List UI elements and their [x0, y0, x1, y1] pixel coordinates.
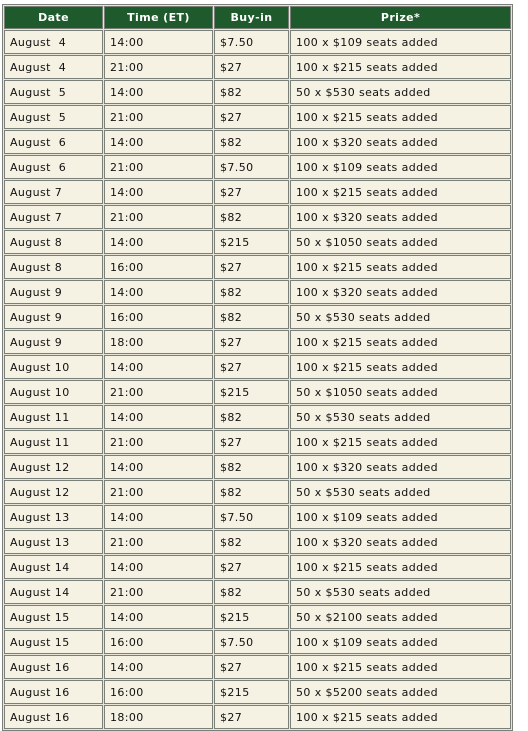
cell-time: 14:00 [104, 555, 213, 579]
cell-buyin: $27 [214, 355, 289, 379]
cell-time: 14:00 [104, 30, 213, 54]
cell-buyin: $82 [214, 130, 289, 154]
cell-date: August 9 [4, 330, 103, 354]
table-row [4, 530, 511, 554]
cell-prize: 100 x $109 seats added [290, 30, 511, 54]
cell-buyin: $215 [214, 680, 289, 704]
cell-date: August 5 [4, 80, 103, 104]
table-row [4, 480, 511, 504]
table-row [4, 630, 511, 654]
cell-date: August 8 [4, 255, 103, 279]
table-row [4, 180, 511, 204]
table-row [4, 280, 511, 304]
cell-buyin: $27 [214, 705, 289, 729]
cell-prize: 50 x $1050 seats added [290, 230, 511, 254]
cell-time: 14:00 [104, 655, 213, 679]
cell-time: 14:00 [104, 80, 213, 104]
header-time: Time (ET) [104, 6, 213, 29]
table-row [4, 405, 511, 429]
cell-prize: 50 x $530 seats added [290, 405, 511, 429]
cell-buyin: $82 [214, 580, 289, 604]
table-row [4, 155, 511, 179]
cell-date: August 15 [4, 630, 103, 654]
cell-date: August 4 [4, 55, 103, 79]
cell-prize: 100 x $320 seats added [290, 530, 511, 554]
cell-buyin: $27 [214, 180, 289, 204]
cell-time: 14:00 [104, 405, 213, 429]
cell-time: 18:00 [104, 705, 213, 729]
cell-buyin: $215 [214, 230, 289, 254]
cell-time: 14:00 [104, 455, 213, 479]
cell-time: 14:00 [104, 180, 213, 204]
table-row [4, 130, 511, 154]
table-row [4, 205, 511, 229]
cell-time: 21:00 [104, 480, 213, 504]
cell-buyin: $7.50 [214, 630, 289, 654]
cell-time: 21:00 [104, 430, 213, 454]
cell-buyin: $27 [214, 430, 289, 454]
cell-buyin: $27 [214, 330, 289, 354]
cell-date: August 10 [4, 355, 103, 379]
cell-prize: 50 x $2100 seats added [290, 605, 511, 629]
cell-date: August 16 [4, 655, 103, 679]
cell-prize: 100 x $215 seats added [290, 555, 511, 579]
cell-buyin: $82 [214, 530, 289, 554]
cell-prize: 100 x $320 seats added [290, 455, 511, 479]
table-body [4, 30, 511, 729]
header-date: Date [4, 6, 103, 29]
cell-time: 14:00 [104, 605, 213, 629]
cell-buyin: $82 [214, 405, 289, 429]
schedule-table [2, 4, 513, 731]
cell-buyin: $82 [214, 205, 289, 229]
cell-date: August 5 [4, 105, 103, 129]
cell-buyin: $27 [214, 55, 289, 79]
cell-prize: 100 x $215 seats added [290, 180, 511, 204]
cell-prize: 50 x $530 seats added [290, 480, 511, 504]
table-row [4, 55, 511, 79]
cell-date: August 15 [4, 605, 103, 629]
cell-prize: 100 x $109 seats added [290, 155, 511, 179]
cell-buyin: $82 [214, 480, 289, 504]
cell-buyin: $82 [214, 455, 289, 479]
cell-buyin: $7.50 [214, 505, 289, 529]
cell-time: 21:00 [104, 205, 213, 229]
cell-buyin: $27 [214, 555, 289, 579]
cell-time: 16:00 [104, 680, 213, 704]
cell-time: 14:00 [104, 355, 213, 379]
cell-date: August 16 [4, 680, 103, 704]
cell-date: August 16 [4, 705, 103, 729]
cell-prize: 100 x $215 seats added [290, 355, 511, 379]
cell-buyin: $7.50 [214, 155, 289, 179]
cell-date: August 8 [4, 230, 103, 254]
table-row [4, 430, 511, 454]
cell-date: August 6 [4, 155, 103, 179]
cell-prize: 100 x $109 seats added [290, 505, 511, 529]
cell-prize: 100 x $215 seats added [290, 430, 511, 454]
cell-date: August 14 [4, 580, 103, 604]
cell-buyin: $215 [214, 380, 289, 404]
cell-buyin: $7.50 [214, 30, 289, 54]
table-row [4, 455, 511, 479]
cell-prize: 50 x $530 seats added [290, 80, 511, 104]
cell-time: 21:00 [104, 155, 213, 179]
cell-date: August 6 [4, 130, 103, 154]
cell-prize: 100 x $215 seats added [290, 330, 511, 354]
cell-time: 21:00 [104, 105, 213, 129]
cell-buyin: $82 [214, 280, 289, 304]
cell-time: 16:00 [104, 630, 213, 654]
cell-buyin: $27 [214, 255, 289, 279]
cell-date: August 13 [4, 505, 103, 529]
cell-prize: 50 x $1050 seats added [290, 380, 511, 404]
cell-prize: 100 x $109 seats added [290, 630, 511, 654]
cell-prize: 100 x $320 seats added [290, 205, 511, 229]
table-row [4, 380, 511, 404]
table-row [4, 330, 511, 354]
cell-prize: 100 x $320 seats added [290, 280, 511, 304]
cell-time: 21:00 [104, 55, 213, 79]
cell-prize: 50 x $5200 seats added [290, 680, 511, 704]
table-row [4, 255, 511, 279]
cell-date: August 14 [4, 555, 103, 579]
cell-time: 21:00 [104, 530, 213, 554]
table-row [4, 705, 511, 729]
table-row [4, 680, 511, 704]
table-row [4, 580, 511, 604]
cell-date: August 11 [4, 405, 103, 429]
table-row [4, 105, 511, 129]
cell-time: 16:00 [104, 255, 213, 279]
cell-date: August 9 [4, 305, 103, 329]
cell-buyin: $82 [214, 305, 289, 329]
table-row [4, 305, 511, 329]
cell-time: 16:00 [104, 305, 213, 329]
cell-prize: 100 x $215 seats added [290, 55, 511, 79]
table-row [4, 230, 511, 254]
cell-time: 14:00 [104, 280, 213, 304]
cell-date: August 7 [4, 205, 103, 229]
cell-time: 14:00 [104, 130, 213, 154]
cell-prize: 50 x $530 seats added [290, 580, 511, 604]
table-row [4, 355, 511, 379]
cell-date: August 7 [4, 180, 103, 204]
header-prize: Prize* [290, 6, 511, 29]
cell-prize: 100 x $215 seats added [290, 255, 511, 279]
cell-time: 14:00 [104, 505, 213, 529]
cell-date: August 12 [4, 455, 103, 479]
cell-prize: 50 x $530 seats added [290, 305, 511, 329]
cell-date: August 12 [4, 480, 103, 504]
cell-time: 21:00 [104, 380, 213, 404]
table-row [4, 655, 511, 679]
table-row [4, 605, 511, 629]
cell-date: August 11 [4, 430, 103, 454]
cell-buyin: $27 [214, 105, 289, 129]
cell-date: August 9 [4, 280, 103, 304]
cell-buyin: $82 [214, 80, 289, 104]
cell-time: 21:00 [104, 580, 213, 604]
cell-prize: 100 x $215 seats added [290, 705, 511, 729]
cell-buyin: $27 [214, 655, 289, 679]
cell-date: August 4 [4, 30, 103, 54]
cell-buyin: $215 [214, 605, 289, 629]
table-row [4, 80, 511, 104]
cell-time: 14:00 [104, 230, 213, 254]
cell-prize: 100 x $215 seats added [290, 105, 511, 129]
cell-prize: 100 x $215 seats added [290, 655, 511, 679]
cell-time: 18:00 [104, 330, 213, 354]
cell-date: August 10 [4, 380, 103, 404]
table-row [4, 30, 511, 54]
cell-prize: 100 x $320 seats added [290, 130, 511, 154]
cell-date: August 13 [4, 530, 103, 554]
table-row [4, 505, 511, 529]
header-buyin: Buy-in [214, 6, 289, 29]
header-row [4, 6, 511, 29]
table-row [4, 555, 511, 579]
